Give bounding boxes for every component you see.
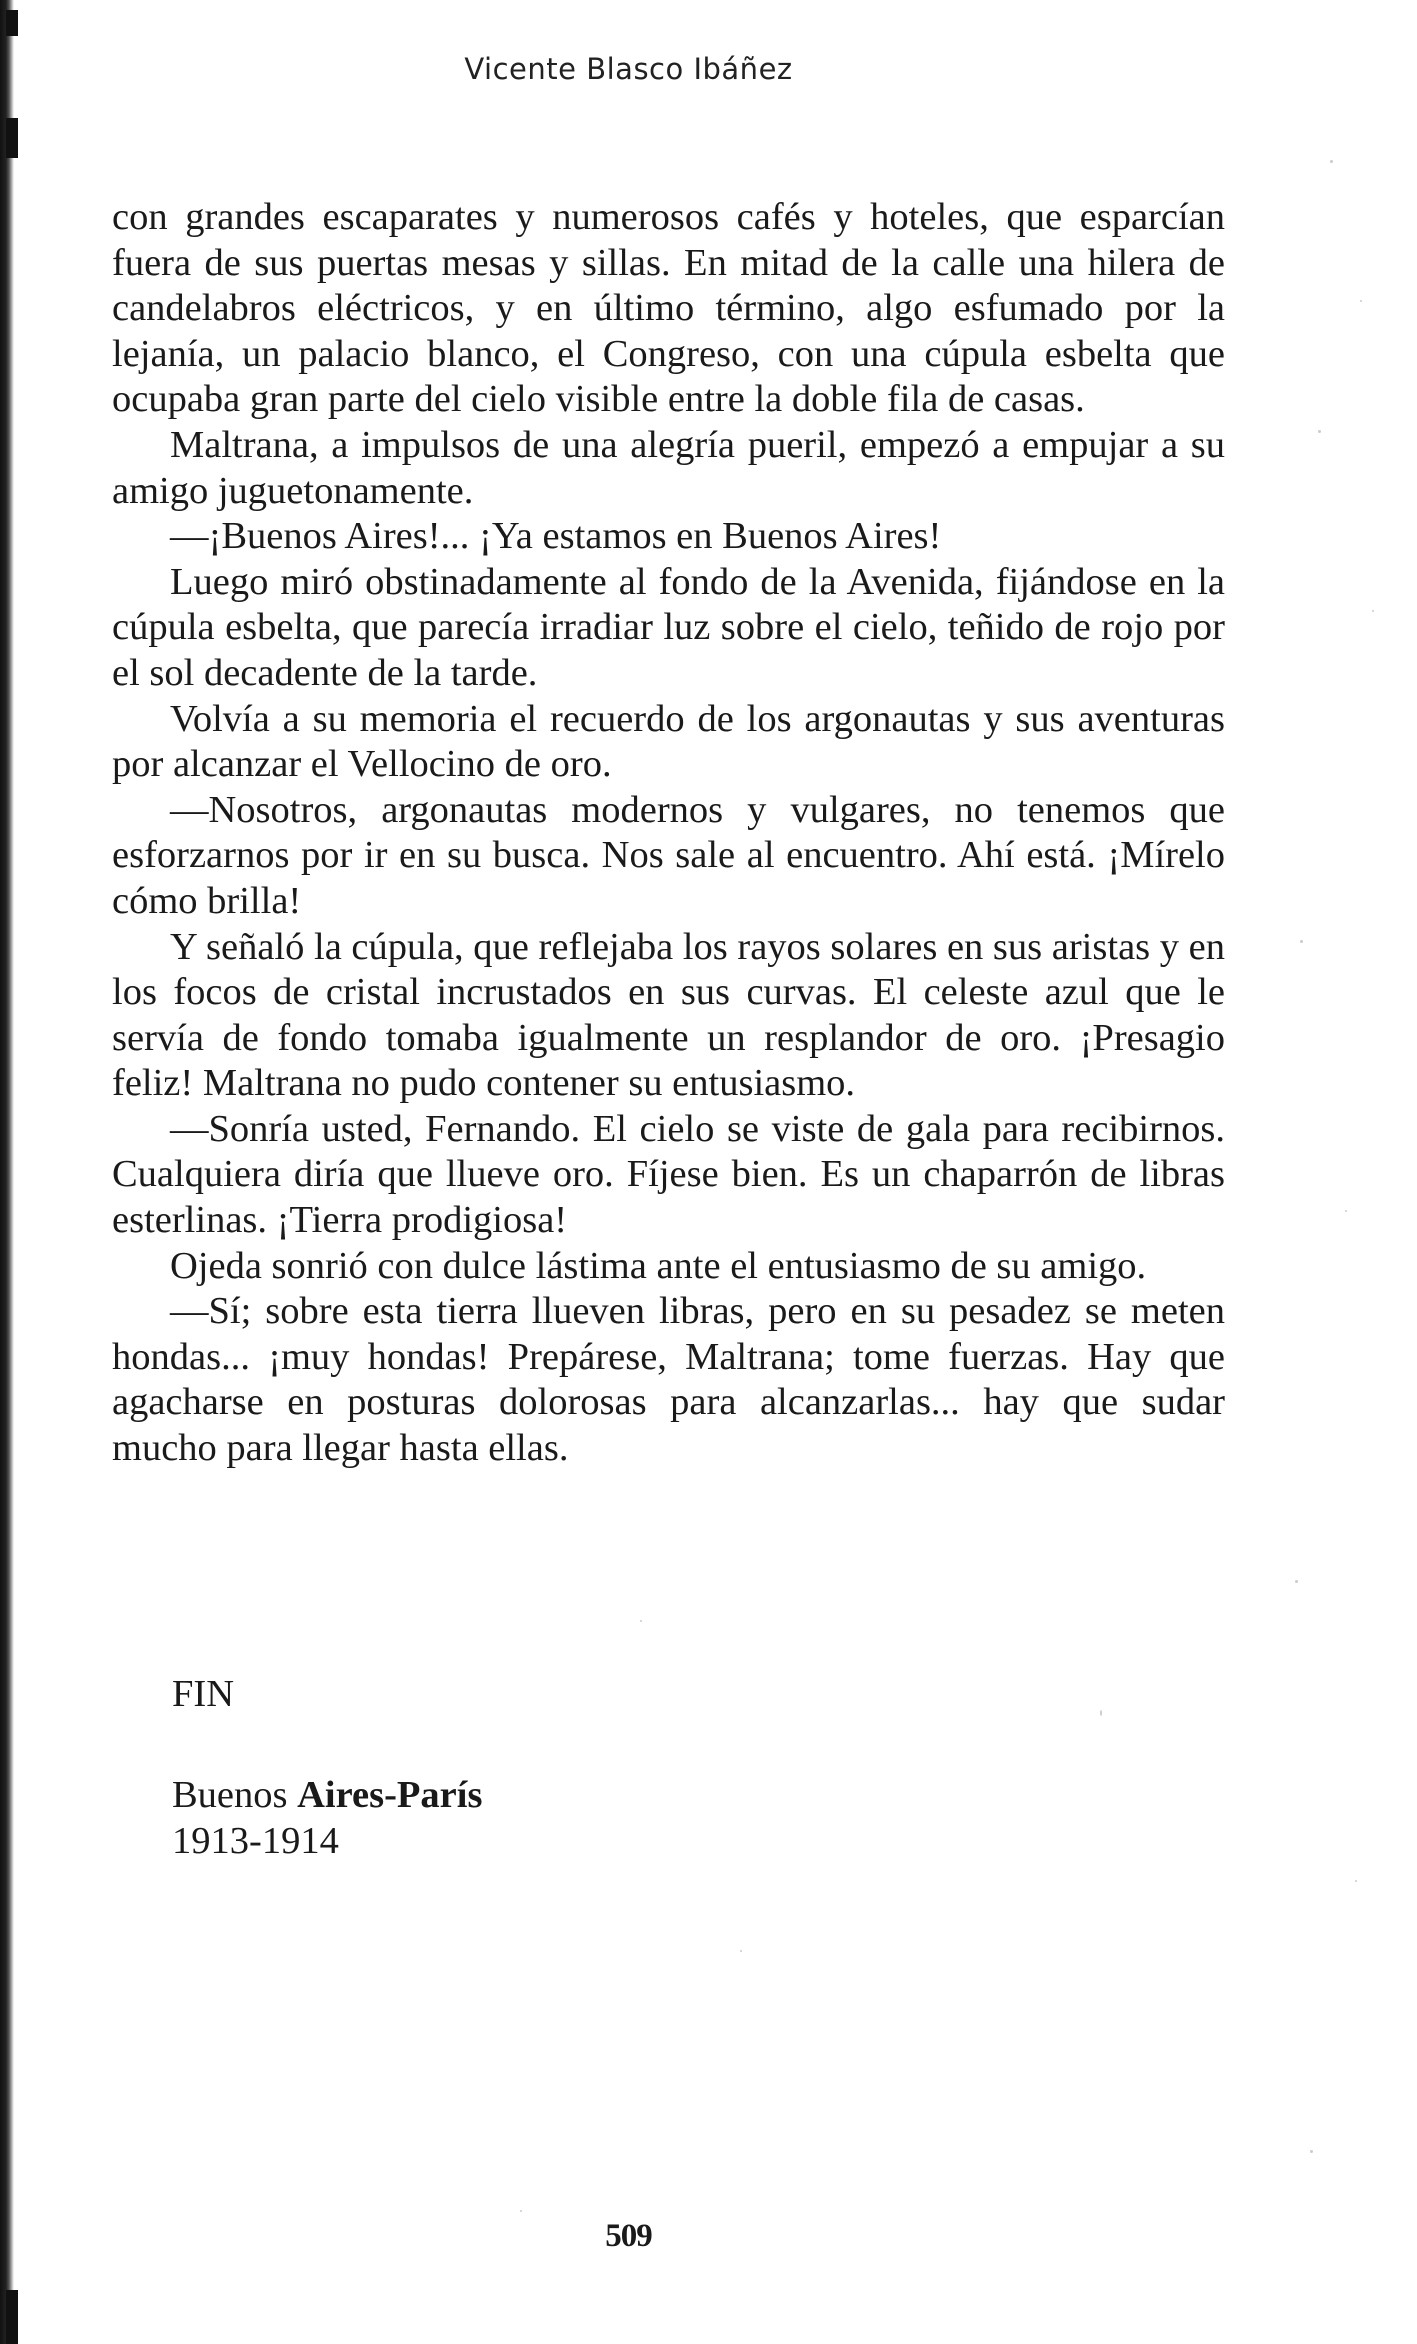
scan-speckle (1310, 2150, 1313, 2153)
page-number: 509 (605, 2218, 652, 2254)
paragraph: con grandes escaparates y numerosos cafés y hoteles, que esparcían fuera de sus puertas mesas y sillas. En mitad de la calle una hilera de candelabros eléctricos, y en último término, algo esfumado por la lejanía, un palacio blanco, el Congreso, con una cúpula esbelta que ocupaba gran parte del cielo visible entre la doble fila de casas. (112, 196, 1225, 421)
paragraph: Ojeda sonrió con dulce lástima ante el entusiasmo de su amigo. (170, 1244, 1147, 1287)
scan-speckle (1295, 1580, 1298, 1583)
place-line (172, 1773, 1072, 1819)
paragraph: Luego miró obstinadamente al fondo de la Avenida, fijándose en la cúpula esbelta, que parecía irradiar luz sobre el cielo, teñido de rojo por el sol decadente de la tarde. (112, 560, 1225, 694)
paragraph: Maltrana, a impulsos de una alegría pueril, empezó a empujar a su amigo juguetonamente. (112, 423, 1225, 512)
body-text (112, 195, 1225, 1472)
years-line: 1913-1914 (172, 1819, 339, 1862)
running-header: Vicente Blasco Ibáñez (464, 52, 793, 86)
binding-mark (6, 10, 18, 36)
paragraph: —Sí; sobre esta tierra llueven libras, pero en su pesadez se meten hondas... ¡muy hondas! Prepárese, Maltrana; tome fuerzas. Hay que agacharse en posturas dolorosas para alcanzarlas... hay que sudar mucho para llegar hasta ellas. (112, 1290, 1225, 1470)
place-and-date (172, 1773, 1072, 1864)
scan-speckle (1345, 1210, 1347, 1212)
paragraph: —¡Buenos Aires!... ¡Ya estamos en Buenos Aires! (170, 515, 942, 558)
place-prefix: Buenos (172, 1774, 298, 1816)
binding-mark (6, 2290, 18, 2344)
scan-speckle (1300, 940, 1303, 943)
paragraph: —Sonría usted, Fernando. El cielo se viste de gala para recibirnos. Cualquiera diría que llueve oro. Fíjese bien. Es un chaparrón de libras esterlinas. ¡Tierra prodigiosa! (112, 1107, 1225, 1242)
scan-speckle (520, 2210, 522, 2212)
scan-speckle (1330, 160, 1333, 163)
scan-speckle (1360, 300, 1362, 302)
scan-speckle (1318, 430, 1321, 433)
scan-speckle (740, 1950, 742, 1952)
binding-mark (6, 118, 18, 158)
place-cities: Aires-París (297, 1774, 483, 1816)
scan-speckle (1100, 1710, 1102, 1716)
paragraph: Y señaló la cúpula, que reflejaba los rayos solares en sus aristas y en los focos de cristal incrustados en sus curvas. El celeste azul que le servía de fondo tomaba igualmente un resplandor de oro. ¡Presagio feliz! Maltrana no pudo contener su entusiasmo. (112, 925, 1225, 1105)
paragraph: Volvía a su memoria el recuerdo de los argonautas y sus aventuras por alcanzar el Vellocino de oro. (112, 697, 1225, 786)
paragraph: —Nosotros, argonautas modernos y vulgares, no tenemos que esforzarnos por ir en su busca. Nos sale al encuentro. Ahí está. ¡Mírelo cómo brilla! (112, 788, 1225, 922)
scan-speckle (1372, 610, 1374, 612)
scan-speckle (1355, 1880, 1357, 1882)
scan-speckle (640, 1620, 642, 1622)
fin-label: FIN (172, 1673, 235, 1715)
binding-edge (0, 0, 14, 2344)
